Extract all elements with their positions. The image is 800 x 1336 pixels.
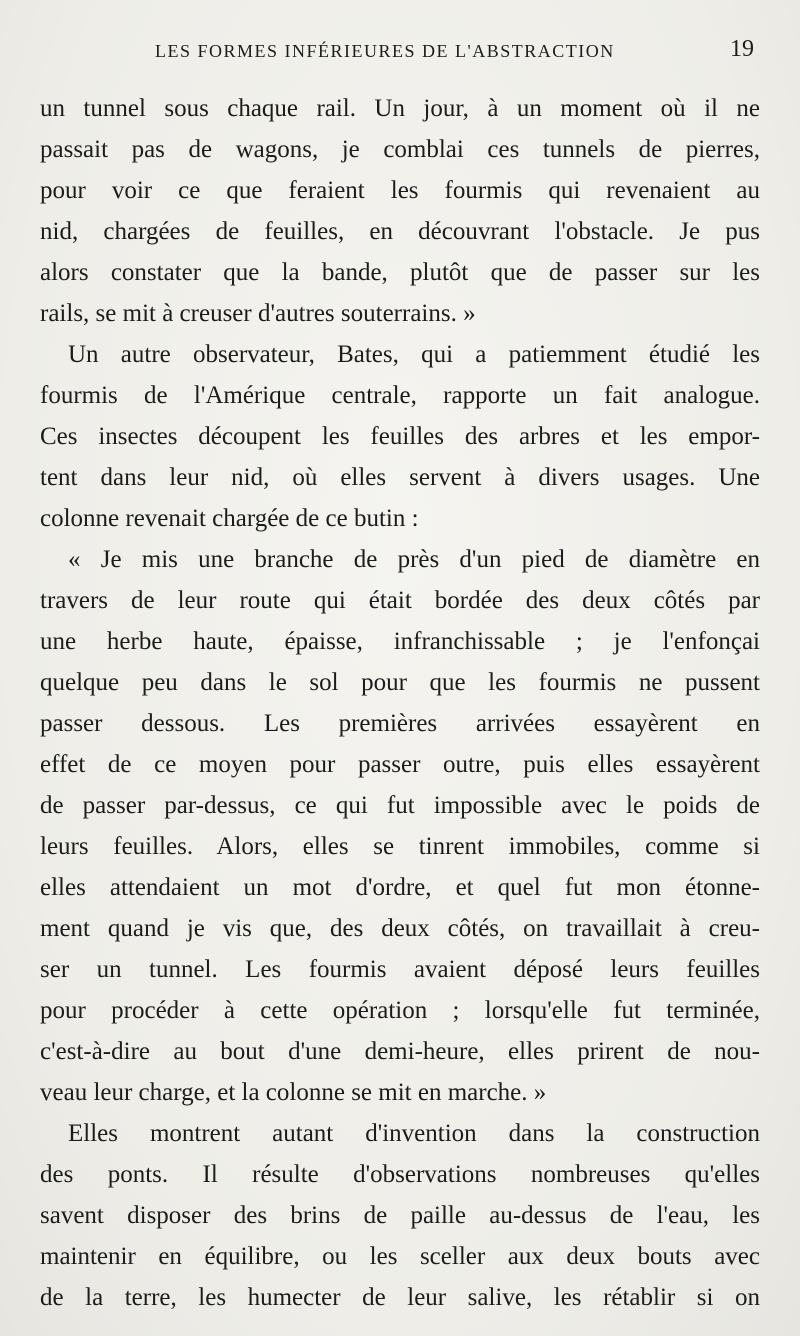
text-line: pour voir ce que feraient les fourmis qui revenaient au <box>40 177 760 204</box>
text-line: alors constater que la bande, plutôt que de passer sur les <box>40 259 760 286</box>
text-line: « Je mis une branche de près d'un pied de diamètre en <box>68 546 760 573</box>
text-line: de passer par-dessus, ce qui fut impossible avec le poids de <box>40 792 760 819</box>
text-line: passer dessous. Les premières arrivées essayèrent en <box>40 710 760 737</box>
text-line: passait pas de wagons, je comblai ces tunnels de pierres, <box>40 136 760 163</box>
text-line: ser un tunnel. Les fourmis avaient déposé leurs feuilles <box>40 956 760 983</box>
text-line: fourmis de l'Amérique centrale, rapporte un fait analogue. <box>40 382 760 409</box>
text-line: elles attendaient un mot d'ordre, et quel fut mon étonne- <box>40 874 760 901</box>
text-line: travers de leur route qui était bordée des deux côtés par <box>40 587 760 614</box>
text-line: maintenir en équilibre, ou les sceller aux deux bouts avec <box>40 1243 760 1270</box>
text-line: rails, se mit à creuser d'autres souterrains. » <box>40 300 476 327</box>
running-head <box>0 36 800 66</box>
text-line: effet de ce moyen pour passer outre, puis elles essayèrent <box>40 751 760 778</box>
text-line: tent dans leur nid, où elles servent à divers usages. Une <box>40 464 760 491</box>
text-line: de la terre, les humecter de leur salive, les rétablir si on <box>40 1284 760 1311</box>
text-line: pour procéder à cette opération ; lorsqu'elle fut terminée, <box>40 997 760 1024</box>
text-line: savent disposer des brins de paille au-dessus de l'eau, les <box>40 1202 760 1229</box>
text-line: une herbe haute, épaisse, infranchissable ; je l'enfonçai <box>40 628 760 655</box>
body-text <box>40 88 760 1318</box>
page-number: 19 <box>730 36 754 62</box>
text-line: nid, chargées de feuilles, en découvrant l'obstacle. Je pus <box>40 218 760 245</box>
text-line: ment quand je vis que, des deux côtés, on travaillait à creu- <box>40 915 760 942</box>
text-line: Un autre observateur, Bates, qui a patiemment étudié les <box>68 341 760 368</box>
text-line: des ponts. Il résulte d'observations nombreuses qu'elles <box>40 1161 760 1188</box>
text-line: Elles montrent autant d'invention dans la construction <box>68 1120 760 1147</box>
text-line: un tunnel sous chaque rail. Un jour, à un moment où il ne <box>40 95 760 122</box>
text-line: quelque peu dans le sol pour que les fourmis ne pussent <box>40 669 760 696</box>
text-line: c'est-à-dire au bout d'une demi-heure, elles prirent de nou- <box>40 1038 760 1065</box>
text-line: leurs feuilles. Alors, elles se tinrent immobiles, comme si <box>40 833 760 860</box>
text-line: veau leur charge, et la colonne se mit en marche. » <box>40 1079 547 1106</box>
text-line: Ces insectes découpent les feuilles des arbres et les empor- <box>40 423 760 450</box>
text-line: colonne revenait chargée de ce butin : <box>40 505 419 532</box>
running-head-title: LES FORMES INFÉRIEURES DE L'ABSTRACTION <box>155 41 615 61</box>
